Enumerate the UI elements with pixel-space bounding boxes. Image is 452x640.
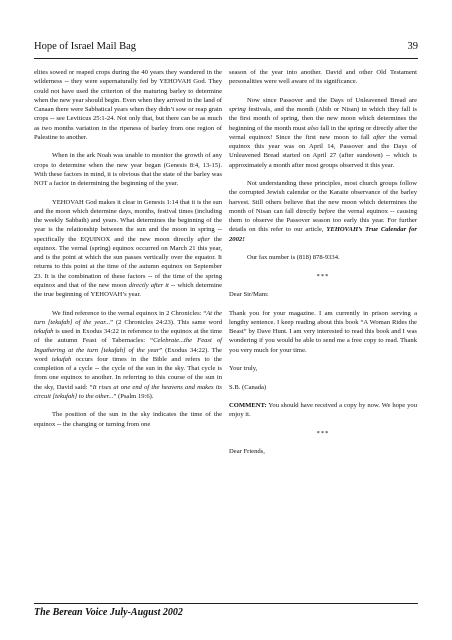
text-run: the equinox. The vernal (spring) equinox occurred on March 21 this year, and is the point at which the sun passes vertically over the equator. It returns to this point at the time of the autumn equinox on September 23. It is the combination of these factors -- of the time of the spring equinox and that of the new moon — [34, 235, 222, 289]
running-title: Hope of Israel Mail Bag — [34, 41, 137, 52]
section-separator: *** — [316, 272, 330, 280]
text-run: Dear Sir/Mam: — [229, 291, 269, 298]
text-run: YEHOVAH God makes it clear in Genesis 1:14 that it is the sun and the moon which determine days, months, festival times (including the weekly Sabbath) and years. What determines the beginning of the year is the relationship between the sun and the moon in spring -- specifically the EQUINOX and the new moon directly — [34, 198, 222, 243]
text-run: tekufah — [34, 328, 54, 335]
paragraph — [34, 309, 222, 402]
page-header — [34, 41, 418, 55]
left-column — [34, 68, 222, 429]
paragraph — [229, 309, 417, 355]
text-run: Your truly, — [229, 365, 258, 372]
text-run: season of the year into another. David and other Old Testament personalities were well aware of its significance. — [229, 69, 417, 86]
paragraph — [229, 364, 417, 373]
text-run: At the turn [tekufah] of the year... — [34, 309, 222, 326]
paragraph — [34, 151, 222, 188]
text-run: It rises at one end of the heavens and makes its circuit [tekufah] to the other... — [34, 383, 222, 400]
text-run: after — [197, 235, 211, 243]
paragraph — [229, 290, 417, 299]
page-footer: The Berean Voice July-August 2002 — [34, 607, 183, 618]
text-run: ” (Exodus 34:22). The word — [34, 346, 222, 363]
text-run: is used in Exodus 34:22 in reference to the equinox at the time of the autumn Feast of Tabernacles: “ — [34, 328, 222, 345]
text-run: Thank you for your magazine. I am currently in prison serving a lengthy sentence. I keep reading about this book “A Woman Rides the Beast” by Dave Hunt. I am very interested to read this book and I was wondering if you would be able to send me a free copy to read. Thank you very much for your time. — [229, 309, 417, 354]
text-run: Not understanding these principles, most church groups follow the corrupted Jewish calendar or the Karaite observance of the barley harvest. Still others believe that the new moon which determines the month of Nisan can fall directly — [229, 180, 417, 215]
text-run: elites sowed or reaped crops during the 40 years they wandered in the wilderness -- they were supernaturally fed by YEHOVAH God. They could not have used the criterion of the maturing barley to determine when the new year should begin. Even when they arrived in the land of Canaan there were Sabbatical years when they didn’t sow or reap grain crops -- see Leviticus 25:1-24. Not only that, but there can be as much as two months variation in the ripeness of barley from one region of Palestine to another. — [34, 69, 222, 141]
text-run: ” (2 Chronicles 24:23). This same word — [110, 318, 222, 326]
text-run: the vernal equinox -- causing them to observe the Passover season too early this year. For further details on this refer to our article, — [229, 207, 417, 234]
text-run: fall in the spring or directly after the vernal equinox! Since the first new moon to fall — [229, 124, 417, 141]
right-column — [229, 68, 417, 457]
paragraph — [229, 401, 417, 420]
text-run: We find reference to the vernal equinox in 2 Chronicles: “ — [52, 309, 207, 317]
text-run: the vernal equinox this year was on April 14, Passover and the Days of Unleavened Bread started on April 27 (after sundown) -- which is approximately a month after most groups observed it this year. — [229, 133, 418, 169]
paragraph — [229, 383, 417, 392]
text-run: YEHOVAH’s True Calendar for 2002! — [229, 226, 417, 243]
text-run: directly after it — [128, 281, 169, 289]
paragraph — [229, 179, 417, 244]
footer-rule — [34, 603, 418, 604]
text-run: tekufah — [51, 355, 72, 363]
paragraph — [229, 68, 417, 87]
paragraph — [34, 68, 222, 142]
text-run: S.B. (Canada) — [229, 383, 267, 391]
text-run: Now since Passover and the Days of Unleavened Bread are — [247, 96, 417, 104]
text-run: also — [307, 124, 319, 132]
paragraph — [229, 96, 417, 170]
text-run: before — [318, 207, 336, 215]
text-run: ” (Psalm 19:6). — [113, 392, 154, 400]
text-run: occurs four times in the Bible and refers to the completion of a cycle -- the cycle of the sun in the sky. That cycle is from one equinox to another. In referring to this course of the sun in the sky, David said: “ — [34, 355, 222, 391]
paragraph — [34, 410, 222, 429]
text-run: Our fax number is (818) 878-9334. — [247, 254, 340, 261]
header-rule — [34, 58, 418, 59]
text-run: You should have received a copy by now. We hope you enjoy it. — [229, 402, 417, 419]
paragraph — [229, 447, 417, 456]
text-run: COMMENT: — [229, 402, 267, 409]
text-run: Dear Friends, — [229, 448, 265, 456]
text-run: after — [373, 133, 386, 141]
section-separator: *** — [316, 429, 330, 437]
text-run: When in the ark Noah was unable to monitor the growth of any crops to determine when the new year began (Genesis 8:4, 13-15). With these factors in mind, it is obvious that the state of the barley was NOT a factor in determining the beginning of the year. — [34, 152, 222, 187]
text-run: -- which determine the true beginning of YEHOVAH’s year. — [34, 281, 222, 298]
page-number: 39 — [407, 41, 418, 52]
text-run: The position of the sun in the sky indicates the time of the equinox -- the changing or turning from one — [34, 411, 222, 428]
text-run: spring — [229, 106, 246, 113]
paragraph — [34, 198, 222, 300]
paragraph — [229, 253, 417, 262]
text-run: festivals, and the month (Abib or Nisan) in which they fall is the first month of spring, then the new moon which determines the beginning of the month must — [229, 106, 417, 132]
text-run: Celebrate...the Feast of Ingathering at the turn [tekufah] of the year — [34, 337, 223, 354]
